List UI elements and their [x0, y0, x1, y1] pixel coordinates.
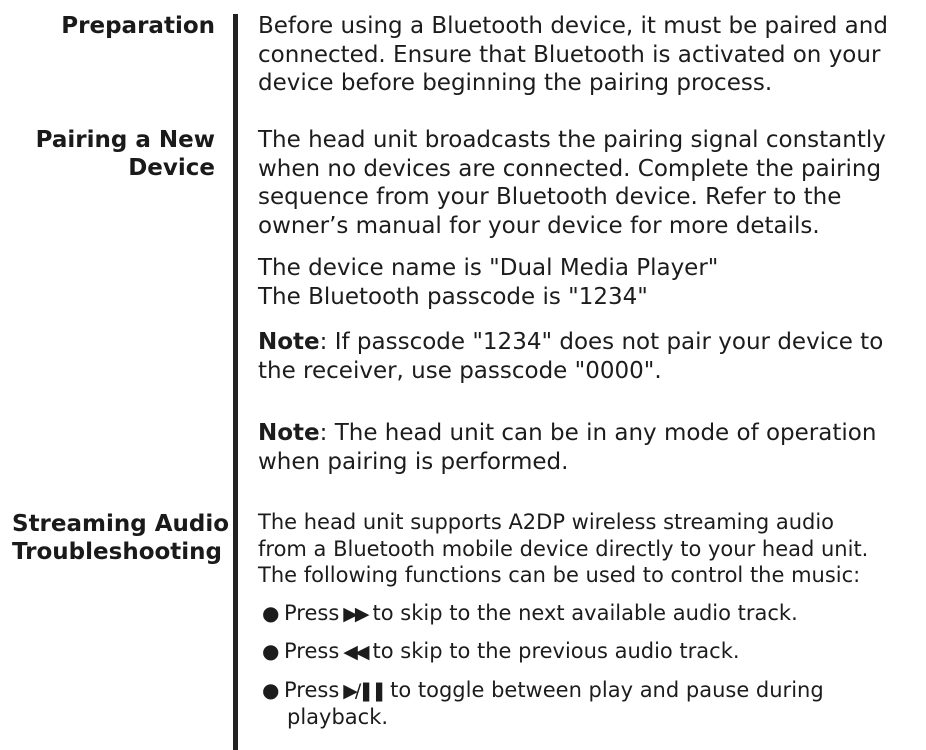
device-name-line: The device name is "Dual Media Player"	[258, 255, 719, 281]
bullet-prefix: Press	[284, 639, 340, 663]
pairing-line: sequence from your Bluetooth device. Refer to the	[258, 184, 842, 210]
note-label: Note	[258, 329, 320, 355]
bullet-dot: ●	[262, 639, 280, 663]
preparation-heading-text: Preparation	[61, 13, 215, 39]
bullet-dot: ●	[262, 678, 280, 702]
next-track-icon: ▶▶	[343, 603, 367, 625]
pairing-heading	[36, 126, 215, 182]
vertical-divider	[233, 14, 238, 750]
streaming-heading	[12, 510, 229, 566]
preparation-line: Before using a Bluetooth device, it must be paired and	[258, 13, 888, 39]
streaming-paragraph	[258, 509, 918, 589]
bullet-text: to skip to the next available audio track.	[372, 601, 798, 625]
streaming-line: from a Bluetooth mobile device directly to your head unit.	[258, 536, 869, 561]
pairing-paragraph	[258, 126, 918, 240]
note-mode-line	[258, 419, 918, 448]
pairing-line: owner’s manual for your device for more details.	[258, 212, 820, 239]
bullet-continuation: playback.	[287, 705, 389, 729]
note-passcode	[258, 328, 918, 385]
note-label: Note	[258, 420, 320, 446]
streaming-line: The following functions can be used to control the music:	[258, 563, 861, 587]
bullet-prefix: Press	[284, 601, 340, 625]
preparation-heading	[61, 12, 215, 40]
bullet-previous-track	[262, 638, 912, 665]
preparation-line: connected. Ensure that Bluetooth is activated on your	[258, 41, 881, 68]
bullet-play-pause	[262, 677, 912, 730]
streaming-heading-line: Troubleshooting	[12, 539, 223, 565]
note-text: the receiver, use passcode "0000".	[258, 357, 662, 384]
streaming-heading-line: Streaming Audio	[12, 511, 230, 537]
preparation-paragraph	[258, 12, 918, 98]
note-text: : If passcode "1234" does not pair your device to	[319, 329, 884, 355]
pairing-line: The head unit broadcasts the pairing signal constantly	[258, 127, 886, 153]
note-text: : The head unit can be in any mode of operation	[319, 420, 877, 446]
note-text: when pairing is performed.	[258, 448, 569, 475]
pairing-line: when no devices are connected. Complete the pairing	[258, 155, 882, 182]
bullet-prefix: Press	[284, 678, 340, 702]
preparation-line: device before beginning the pairing process.	[258, 70, 773, 96]
bullet-dot: ●	[262, 601, 280, 625]
pairing-heading-line: Device	[128, 155, 215, 181]
bullet-text: to toggle between play and pause during	[390, 678, 824, 702]
passcode-line: The Bluetooth passcode is "1234"	[258, 283, 648, 310]
note-mode	[258, 419, 918, 476]
note-passcode-line	[258, 328, 918, 357]
pairing-heading-line: Pairing a New	[35, 127, 215, 153]
previous-track-icon: ◀◀	[343, 641, 367, 663]
bullet-text: to skip to the previous audio track.	[372, 639, 740, 663]
play-pause-icon: ▶/❚❚	[343, 680, 385, 702]
streaming-line: The head unit supports A2DP wireless streaming audio	[258, 510, 835, 534]
device-info	[258, 254, 918, 311]
bullet-next-track	[262, 600, 912, 627]
